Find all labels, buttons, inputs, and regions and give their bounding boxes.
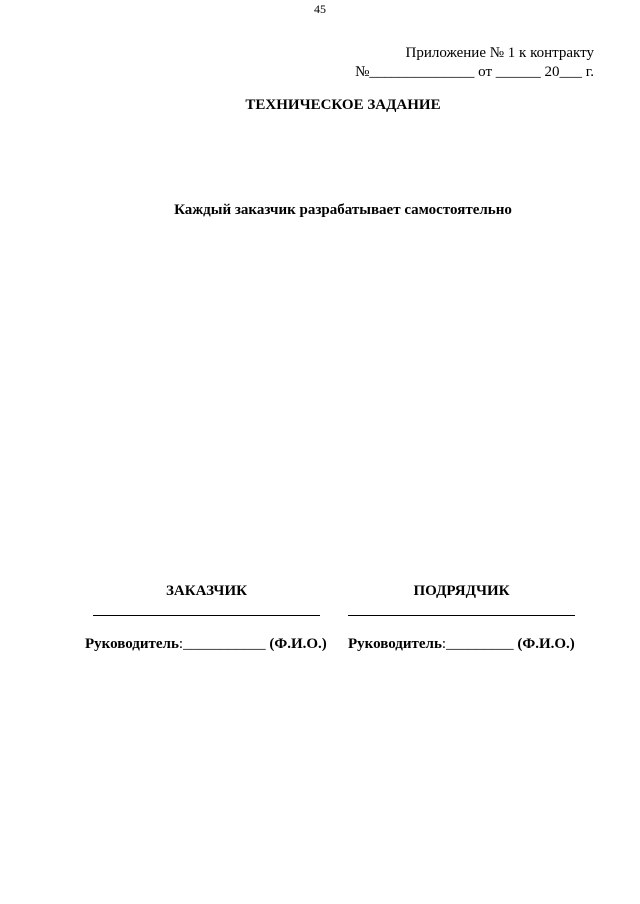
body-note: Каждый заказчик разрабатывает самостоятельно [174, 202, 512, 218]
customer-signature-blank: ___________ [183, 636, 266, 652]
page-number: 45 [314, 2, 326, 16]
appendix-reference: Приложение № 1 к контракту [405, 45, 594, 61]
contractor-signature-line [348, 615, 575, 616]
contractor-signature-blank: _________ [446, 636, 514, 652]
customer-heading: ЗАКАЗЧИК [166, 583, 247, 599]
contractor-role-label: Руководитель [348, 636, 442, 652]
customer-role-colon: : [178, 636, 184, 652]
customer-signature-line [93, 615, 320, 616]
contractor-name-placeholder: (Ф.И.О.) [517, 636, 575, 652]
contractor-heading: ПОДРЯДЧИК [413, 583, 510, 599]
customer-role-label: Руководитель [85, 636, 179, 652]
customer-name-placeholder: (Ф.И.О.) [269, 636, 327, 652]
contractor-signatory [348, 636, 575, 653]
contractor-role-colon: : [441, 636, 447, 652]
contract-number-line: №______________ от ______ 20___ г. [355, 64, 594, 80]
document-title: ТЕХНИЧЕСКОЕ ЗАДАНИЕ [245, 97, 441, 113]
customer-signatory [85, 636, 327, 653]
